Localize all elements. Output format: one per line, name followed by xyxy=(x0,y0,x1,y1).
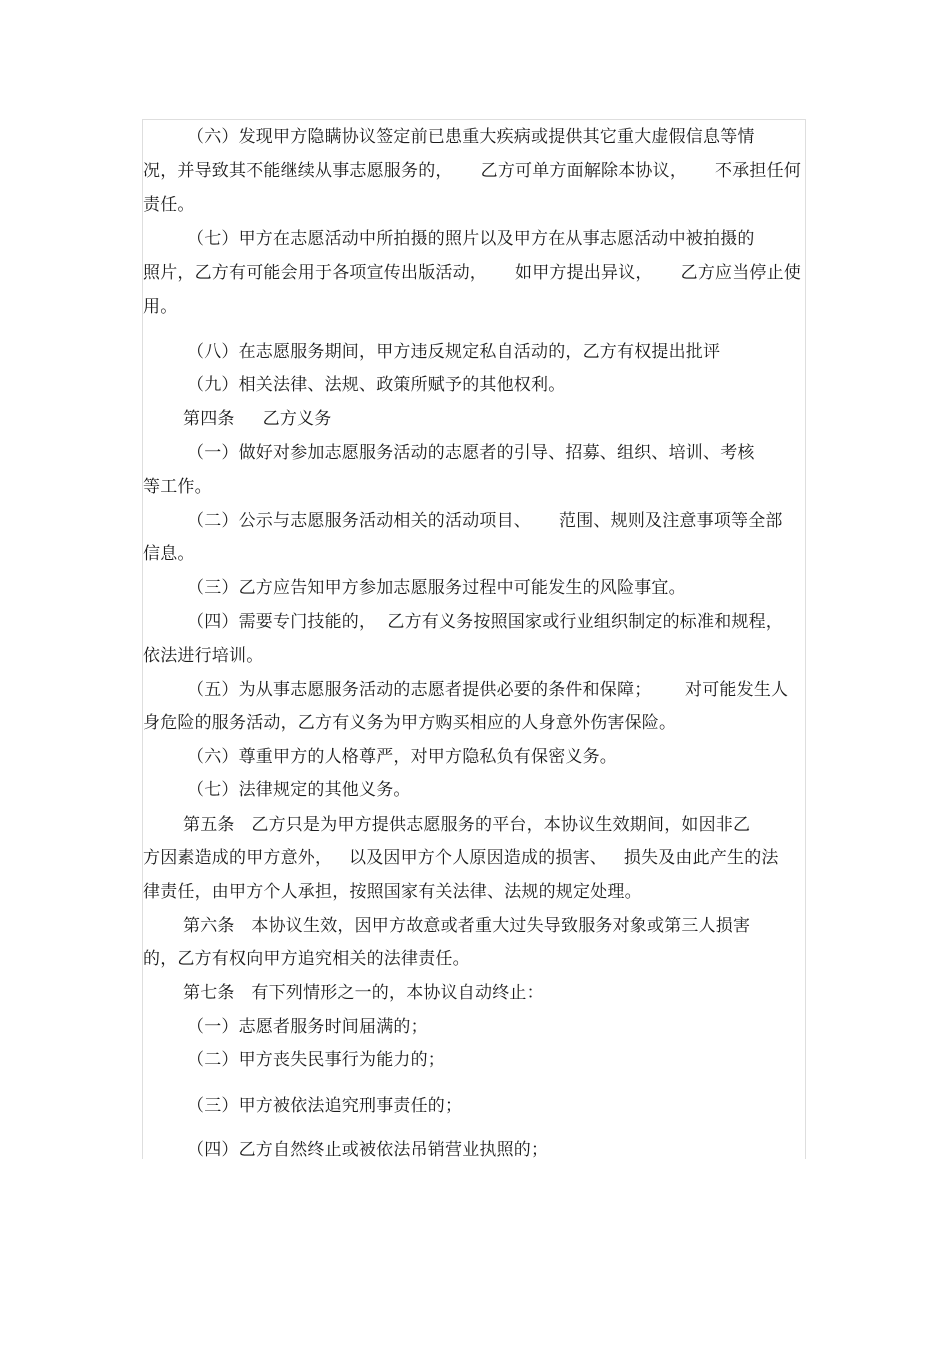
text-line: （二）公示与志愿服务活动相关的活动项目、 范围、规则及注意事项等全部 xyxy=(187,511,783,531)
text-line: 况，并导致其不能继续从事志愿服务的， 乙方可单方面解除本协议， 不承担任何 xyxy=(143,161,802,181)
section-heading: 第七条 有下列情形之一的，本协议自动终止： xyxy=(183,983,544,1003)
text-line: （七）法律规定的其他义务。 xyxy=(187,780,411,800)
text-line: （二）甲方丧失民事行为能力的； xyxy=(187,1050,445,1070)
text-line: （四）乙方自然终止或被依法吊销营业执照的； xyxy=(187,1140,549,1160)
section-heading: 第四条 乙方义务 xyxy=(183,409,332,429)
section-heading: 第五条 乙方只是为甲方提供志愿服务的平台，本协议生效期间，如因非乙 xyxy=(183,815,751,835)
text-line: （六）尊重甲方的人格尊严，对甲方隐私负有保密义务。 xyxy=(187,747,617,767)
text-line: （五）为从事志愿服务活动的志愿者提供必要的条件和保障； 对可能发生人 xyxy=(187,680,789,700)
text-line: （三）乙方应告知甲方参加志愿服务过程中可能发生的风险事宜。 xyxy=(187,578,686,598)
text-line: （一）志愿者服务时间届满的； xyxy=(187,1017,428,1037)
text-line: 的，乙方有权向甲方追究相关的法律责任。 xyxy=(143,949,470,969)
text-line: （一）做好对参加志愿服务活动的志愿者的引导、招募、组织、培训、考核 xyxy=(187,443,755,463)
text-line: 照片，乙方有可能会用于各项宣传出版活动， 如甲方提出异议， 乙方应当停止使 xyxy=(143,263,802,283)
text-line: 方因素造成的甲方意外， 以及因甲方个人原因造成的损害、 损失及由此产生的法 xyxy=(143,848,779,868)
text-line: 信息。 xyxy=(143,544,195,564)
text-line: 律责任，由甲方个人承担，按照国家有关法律、法规的规定处理。 xyxy=(143,882,642,902)
section-heading: 第六条 本协议生效，因甲方故意或者重大过失导致服务对象或第三人损害 xyxy=(183,916,751,936)
text-line: 责任。 xyxy=(143,195,195,215)
text-line: （三）甲方被依法追究刑事责任的； xyxy=(187,1096,463,1116)
text-line: （四）需要专门技能的， 乙方有义务按照国家或行业组织制定的标准和规程， xyxy=(187,612,784,632)
text-line: （八）在志愿服务期间，甲方违反规定私自活动的，乙方有权提出批评 xyxy=(187,342,721,362)
text-line: 用。 xyxy=(143,297,178,317)
text-line: （六）发现甲方隐瞒协议签定前已患重大疾病或提供其它重大虚假信息等情 xyxy=(187,127,755,147)
text-line: 身危险的服务活动，乙方有义务为甲方购买相应的人身意外伤害保险。 xyxy=(143,713,677,733)
text-line: （九）相关法律、法规、政策所赋予的其他权利。 xyxy=(187,375,566,395)
text-line: （七）甲方在志愿活动中所拍摄的照片以及甲方在从事志愿活动中被拍摄的 xyxy=(187,229,755,249)
text-line: 等工作。 xyxy=(143,477,212,497)
text-line: 依法进行培训。 xyxy=(143,646,264,666)
